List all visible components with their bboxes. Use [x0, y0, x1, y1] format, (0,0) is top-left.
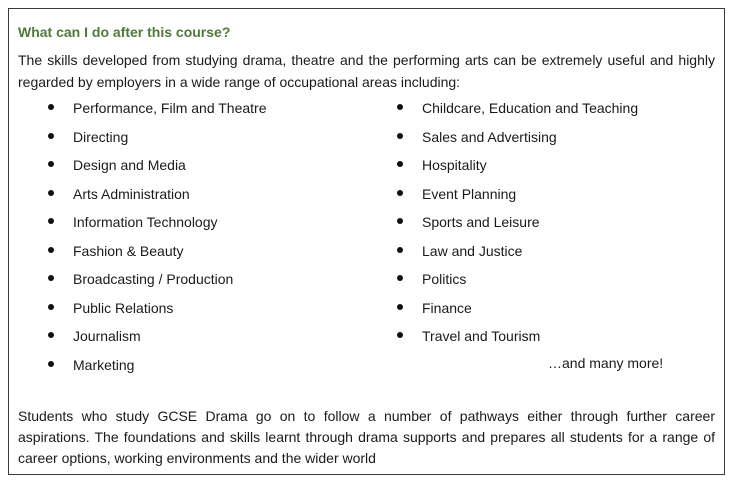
bullet-icon: [48, 161, 54, 167]
list-item-label: Sales and Advertising: [422, 128, 557, 145]
bullet-icon: [48, 104, 54, 110]
bullet-icon: [48, 190, 54, 196]
list-item-label: Broadcasting / Production: [73, 271, 234, 287]
list-item-label: Hospitality: [422, 157, 487, 173]
bullet-icon: [48, 275, 54, 281]
bullet-icon: [397, 247, 403, 253]
bullet-icon: [397, 190, 403, 196]
bullet-icon: [397, 133, 403, 139]
outro-paragraph: Students who study GCSE Drama go on to follow a number of pathways either through further career aspirations. The foundations and skills learnt through drama supports and prepares all students for a range of career options, working environments and the wider world: [18, 408, 715, 466]
list-item-label: Directing: [73, 128, 129, 145]
list-item-label: Law and Justice: [422, 242, 523, 259]
list-item-label: Public Relations: [73, 299, 174, 316]
list-item-label: Childcare, Education and Teaching: [422, 100, 639, 116]
bullet-icon: [48, 332, 54, 338]
list-item-label: Marketing: [73, 356, 135, 373]
bullet-icon: [397, 104, 403, 110]
list-item-label: Sports and Leisure: [422, 214, 540, 230]
section-heading: What can I do after this course?: [18, 24, 231, 40]
bullet-icon: [397, 304, 403, 310]
bullet-icon: [397, 161, 403, 167]
list-item-label: Travel and Tourism: [422, 328, 541, 344]
bullet-icon: [397, 218, 403, 224]
bullet-icon: [48, 304, 54, 310]
list-item-label: Performance, Film and Theatre: [73, 100, 267, 116]
bullet-icon: [48, 361, 54, 367]
list-item-label: Event Planning: [422, 185, 517, 202]
bullet-icon: [48, 218, 54, 224]
and-many-more-note: …and many more!: [548, 355, 664, 371]
list-item-label: Journalism: [73, 328, 141, 344]
list-item-label: Fashion & Beauty: [73, 242, 184, 259]
list-item-label: Information Technology: [73, 214, 218, 230]
list-item-label: Design and Media: [73, 157, 186, 173]
bullet-icon: [397, 275, 403, 281]
bullet-icon: [48, 247, 54, 253]
list-item-label: Finance: [422, 299, 472, 316]
bullet-icon: [397, 332, 403, 338]
list-item-label: Politics: [422, 271, 467, 287]
bullet-icon: [48, 133, 54, 139]
list-item-label: Arts Administration: [73, 185, 190, 202]
intro-paragraph: The skills developed from studying drama, theatre and the performing arts can be extremely useful and highly regarded by employers in a wide range of occupational areas including:: [18, 52, 715, 90]
